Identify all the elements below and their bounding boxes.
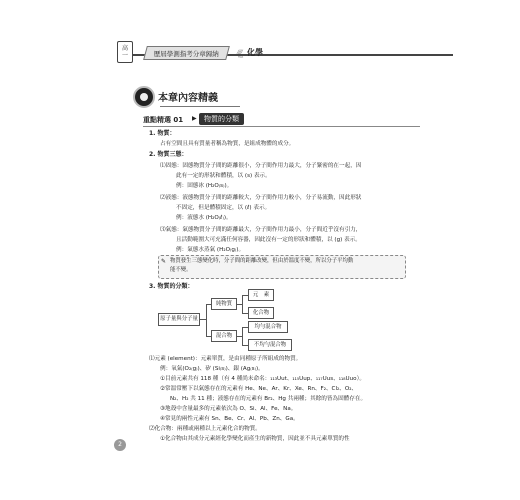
diagram-connector [242, 327, 243, 345]
diagram-mixture: 混合物 [211, 330, 237, 342]
subject-title: 化學 [247, 48, 263, 57]
chevron-icon: 《《 [232, 50, 242, 60]
paragraph-heading: 2. 物質三態： [149, 151, 188, 158]
text-line: 且活動範圍大可充滿任何容器，因此沒有一定的形狀和體積，以 (g) 表示。 [176, 237, 361, 243]
text-line: ③地殼中含量最多的元素依次為 O、Si、Al、Fe、Na。 [160, 406, 297, 412]
grade-tag-line1: 高 [121, 45, 128, 52]
topic-number: 重點精選 01 [143, 116, 184, 124]
text-line: ②常溫常壓下以氣態存在的元素有 He、Ne、Ar、Kr、Xe、Rn、F₂、Cl₂、O₂、 [160, 386, 358, 392]
text-line: 例：氧氣(O₂₍g₎)、矽 (Si₍s₎)、銀 (Ag₍s₎)。 [160, 366, 264, 372]
section-title: 本章內容精義 [158, 93, 218, 104]
diagram-connector [242, 295, 243, 313]
text-line: 不固定，但是體積固定，以 (ℓ) 表示。 [176, 205, 271, 211]
text-line: 例：液態水 (H₂O₍ℓ₎)。 [176, 215, 232, 221]
header-banner [143, 46, 230, 60]
text-line: 例：氣態水蒸氣 (H₂O₍g₎)。 [176, 247, 245, 253]
note-text: 能不變。 [170, 267, 192, 273]
header-banner-text: 歷屆學測指考分章歸納 [153, 50, 219, 58]
topic-rule [143, 126, 420, 127]
text-line: ⑵液態：液態物質分子間的距離較大，分子間作用力較小，分子易流動，因此形狀 [160, 195, 362, 201]
text-line: ①化合物由其成分元素經化學變化而產生的新物質，因此並不具元素單質的性 [160, 436, 350, 442]
text-line: N₂、H₂ 共 11 種；液態存在的元素有 Br₂、Hg 共兩種；其餘的皆為固體存在。 [170, 396, 367, 402]
diagram-connector [206, 304, 207, 336]
note-text: 物質發生三態變化時，分子間的距離改變，但由於溫度不變，所以分子平均動 [170, 258, 354, 264]
text-line: ⑴固態：固態物質分子間的距離很小，分子間作用力最大，分子緊密的在一起，因 [160, 163, 362, 169]
paragraph-text: 占有空間且具有質量者稱為物質，是組成物體的成分。 [160, 141, 295, 147]
text-line: 例：固態冰 (H₂O₍s₎)。 [176, 183, 233, 189]
topic-title: 物質的分類 [199, 113, 244, 125]
text-line: ⑶氣態：氣態物質分子間的距離最大，分子間作用力最小，分子間近乎沒有引力， [160, 227, 362, 233]
diagram-heterogeneous: 不均勻混合物 [248, 339, 292, 351]
diagram-compound: 化合物 [248, 307, 274, 319]
diagram-pure: 純物質 [211, 298, 237, 310]
note-icon: ✎ [161, 258, 167, 265]
grade-tag-line2: 一 [121, 52, 128, 59]
diagram-homogeneous: 均勻混合物 [248, 321, 288, 333]
paragraph-heading: 1. 物質： [149, 130, 176, 137]
grade-tag [117, 41, 133, 63]
text-line: ①目前元素共有 118 種（有 4 種尚未命名：₁₁₃Uut、₁₁₅Uup、₁₁₇Uus、₁₁₈Uuo）。 [160, 376, 365, 382]
page-number: 2 [114, 439, 126, 451]
section-underline [160, 106, 240, 107]
text-line: ④常見的兩性元素有 Sn、Be、Cr、Al、Pb、Zn、Ga。 [160, 416, 299, 422]
text-line: 此有一定的形狀和體積，以 (s) 表示。 [176, 173, 271, 179]
arrow-icon: ▶ [192, 115, 197, 122]
text-line: ⑵化合物：兩種或兩種以上元素化合的物質。 [149, 426, 261, 432]
paragraph-heading: 3. 物質的分類： [149, 283, 194, 290]
diagram-element: 元 素 [248, 289, 274, 301]
diagram-root: 原子量與分子量 [158, 313, 200, 326]
section-bullet-icon [133, 86, 155, 108]
text-line: ⑴元素 (element)：元素單質，是由同種原子所組成的物質。 [149, 356, 302, 362]
